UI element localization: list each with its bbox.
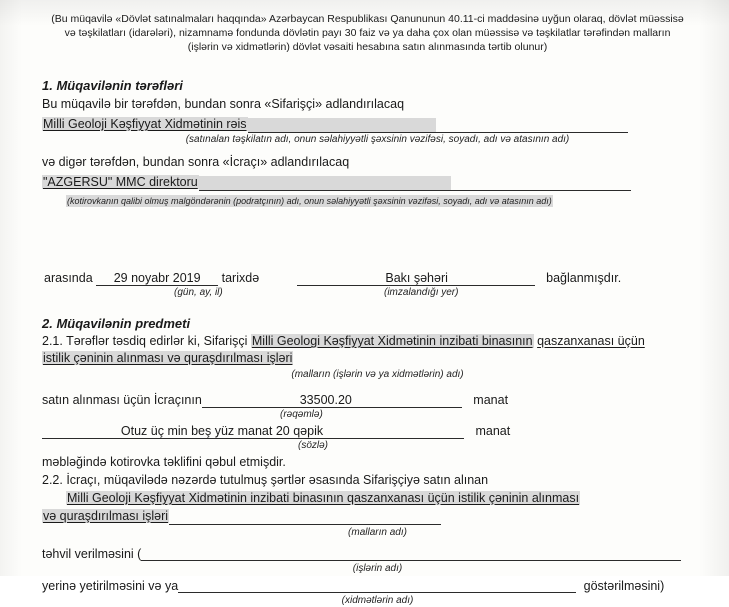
clause-2-2-subject-2 [42,508,713,525]
currency-label-1: manat [473,393,509,407]
caption-goods-works: (malların (işlərin və ya xidmətlərin) adı) [291,369,464,380]
section-1-heading [42,78,713,93]
clause-2-1-works[interactable]: istilik çəninin alınması və quraşdırılması işləri [43,351,293,365]
contractor-name-blank[interactable] [199,176,451,191]
section-1-title: Müqavilənin tərəfləri [56,78,183,93]
place-rule-right [465,272,535,286]
place-rule-left [297,272,369,286]
clause-2-2-subject-text-2[interactable]: və quraşdırılması işləri [43,509,169,523]
fulfil-rule[interactable] [178,579,576,593]
section-2-heading [42,316,713,331]
amount-rule-right [376,394,462,408]
clause-2-2-line: 2.2. İcraçı, müqavilədə nəzərdə tutulmuş şərtlər əsasında Sifarişçiyə satın alınan [42,473,489,487]
amount-rule-left [202,394,276,408]
caption-date: (gün, ay, il) [174,287,223,298]
words-rule-left [42,425,98,439]
customer-name-field[interactable]: Milli Geoloji Kəşfiyyat Xidmətinin rəis [43,117,247,131]
contract-party-intro-1: Bu müqavilə bir tərəfdən, bundan sonra «Sifarişçi» adlandırılacaq [42,97,405,111]
clause-2-1-line-2 [42,350,713,367]
clause-2-2-subject-text-1[interactable]: Milli Geoloji Kəşfiyyat Xidmətinin inzibati binasının qaszanxanası üçün istilik çəninin alınması [67,491,580,505]
section-2-title: Müqavilənin predmeti [56,316,191,331]
contract-place-value[interactable]: Bakı şəhəri [369,271,465,286]
customer-name-rule [436,119,628,133]
purchase-prefix-label: satın alınması üçün İcraçının [42,393,202,407]
caption-numeric: (rəqəmlə) [280,409,323,420]
delivery-label: təhvil verilməsini ( [42,547,142,561]
contractor-name-rule [451,177,631,191]
caption-place: (imzalandığı yer) [384,287,459,298]
show-label: göstərilməsini) [583,579,665,593]
contract-date-value[interactable]: 29 noyabr 2019 [96,271,218,286]
customer-name-blank[interactable] [248,118,436,133]
section-2-number: 2. [42,316,53,331]
amount-words-value[interactable]: Otuz üç min beş yüz manat 20 qəpik [98,424,346,439]
currency-label-2: manat [475,424,511,438]
delivery-rule[interactable] [141,547,681,561]
concluded-label: bağlanmışdır. [546,271,622,285]
accept-offer-line: məbləğində kotirovka təklifini qəbul etmişdir. [42,455,286,469]
clause-2-1-line-1 [42,333,713,350]
fulfil-label: yerinə yetirilməsini və ya [42,579,179,593]
date-suffix-label: tarixdə [221,271,260,285]
clause-2-1-subject[interactable]: Milli Geologi Kəşfiyyat Xidmətinin inzibati binasının [251,334,533,348]
caption-words: (sözlə) [298,440,329,451]
clause-2-2-subject-1 [66,490,713,507]
section-1-number: 1. [42,78,53,93]
clause-2-2-rule [169,511,441,525]
words-rule-right [346,425,464,439]
clause-2-1-subject-tail[interactable]: qaszanxanası üçün [537,334,645,348]
contract-party-intro-2: və digər tərəfdən, bundan sonra «İcraçı» adlandırılacaq [42,155,350,169]
caption-goods-name: (malların adı) [348,527,407,538]
clause-2-1-prefix: 2.1. Tərəflər təsdiq edirlər ki, Sifarişçi [42,334,248,348]
between-label: arasında [44,271,93,285]
caption-services-name: (xidmətlərin adı) [341,595,414,606]
preamble-paragraph: (Bu müqavilə «Dövlət satınalmaları haqqında» Azərbaycan Respublikası Qanununun 40.11-ci maddəsinə uyğun olaraq, dövlət müəssisə və təşkilatları (idarələri), nizamnamə fondunda dövlətin payı 30 faiz və ya daha çox olan müəssisə və təşkilatlar tərəfindən malların (işlərin və xidmətlərin) dövlət vəsaiti hesabına satın alınmasında tərtib olunur) [51,13,684,53]
amount-numeric-value[interactable]: 33500.20 [276,393,376,408]
caption-contractor: (kotirovkanın qalibi olmuş malgöndərənin (podratçının) adı, onun səlahiyyətli şəxsinin vəzifəsi, soyadı, adı və atasının adı) [67,196,552,206]
caption-works-name: (işlərin adı) [352,563,403,574]
caption-customer: (satınalan təşkilatın adı, onun səlahiyyətli şəxsinin vəzifəsi, soyadı, adı və atasının adı) [185,134,570,145]
contractor-name-field[interactable]: "AZGERSU" MMC direktoru [43,175,198,189]
